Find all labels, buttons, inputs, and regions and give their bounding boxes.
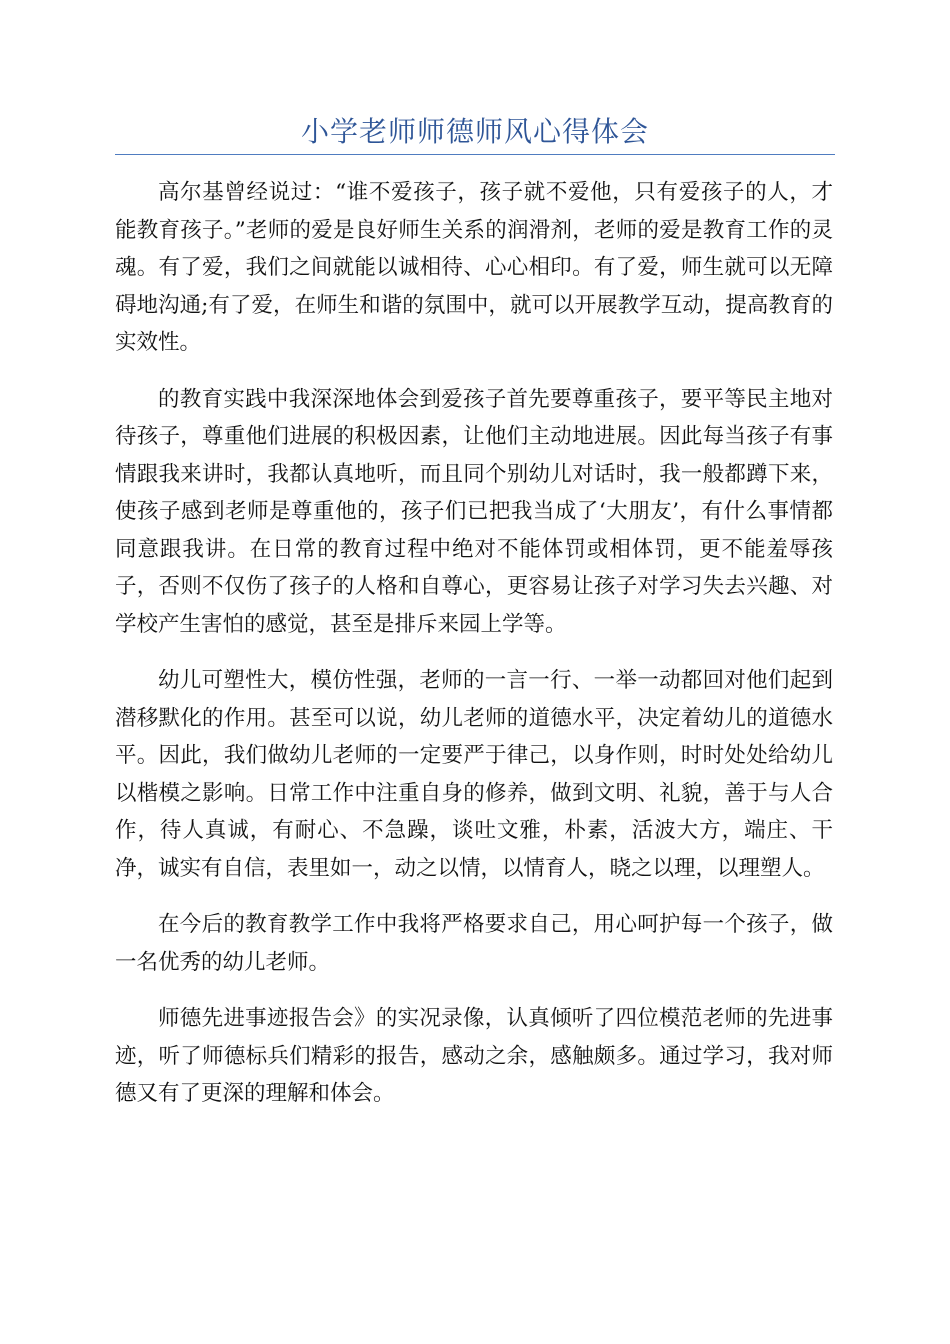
paragraph-5: 师德先进事迹报告会》的实况录像，认真倾听了四位模范老师的先进事迹，听了师德标兵们精彩的报告，感动之余，感触颇多。通过学习，我对师德又有了更深的理解和体会。 bbox=[115, 1006, 833, 1106]
document-body bbox=[115, 174, 833, 1132]
paragraph-2: 的教育实践中我深深地体会到爱孩子首先要尊重孩子，要平等民主地对待孩子，尊重他们进展的积极因素，让他们主动地进展。因此每当孩子有事情跟我来讲时，我都认真地听，而且同个别幼儿对话时，我一般都蹲下来，使孩子感到老师是尊重他的，孩子们已把我当成了‘大朋友’，有什么事情都同意跟我讲。在日常的教育过程中绝对不能体罚或相体罚，更不能羞辱孩子，否则不仅伤了孩子的人格和自尊心，更容易让孩子对学习失去兴趣、对学校产生害怕的感觉，甚至是排斥来园上学等。 bbox=[115, 386, 833, 637]
paragraph-1: 高尔基曾经说过：“谁不爱孩子，孩子就不爱他，只有爱孩子的人，才能教育孩子。”老师的爱是良好师生关系的润滑剂，老师的爱是教育工作的灵魂。有了爱，我们之间就能以诚相待、心心相印。有了爱，师生就可以无障碍地沟通;有了爱，在师生和谐的氛围中，就可以开展教学互动，提高教育的实效性。 bbox=[115, 180, 833, 355]
paragraph-3: 幼儿可塑性大，模仿性强，老师的一言一行、一举一动都回对他们起到潜移默化的作用。甚至可以说，幼儿老师的道德水平，决定着幼儿的道德水平。因此，我们做幼儿老师的一定要严于律己，以身作则，时时处处给幼儿以楷模之影响。日常工作中注重自身的修养，做到文明、礼貌，善于与人合作，待人真诚，有耐心、不急躁，谈吐文雅，朴素，活波大方，端庄、干净，诚实有自信，表里如一，动之以情，以情育人，晓之以理，以理塑人。 bbox=[115, 668, 833, 881]
title-underline bbox=[115, 154, 835, 155]
document-title: 小学老师师德师风心得体会 bbox=[300, 115, 649, 148]
paragraph-4: 在今后的教育教学工作中我将严格要求自己，用心呵护每一个孩子，做一名优秀的幼儿老师。 bbox=[115, 912, 833, 975]
